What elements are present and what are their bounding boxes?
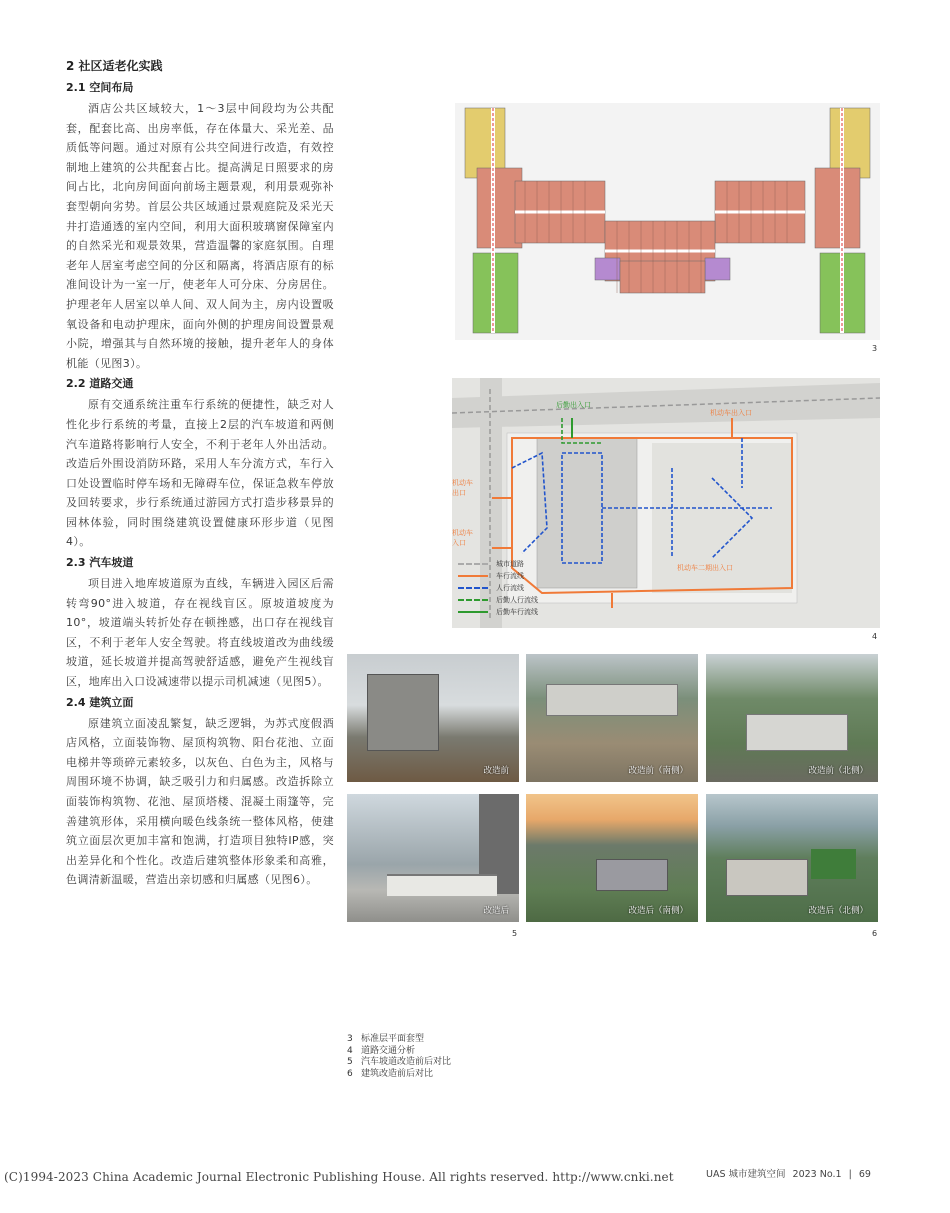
legend-item-rear-vehicle: 后勤车行流线 (458, 606, 538, 618)
figure-captions (347, 1034, 451, 1080)
paragraph-2-4: 原建筑立面凌乱繁复，缺乏逻辑，为苏式度假酒店风格，立面装饰物、屋顶构筑物、阳台花池、立面电梯井等琐碎元素较多，以灰色、白色为主，风格与周围环境不协调，缺乏吸引力和归属感。改造拆除立面装饰构筑物、花池、屋顶塔楼、混凝土雨篷等，完善建筑形体，采用横向暖色线条统一整体风格，使建筑立面层次更加丰富和饱满，打造项目独特IP感，突出差异化和个性化。改造后建筑整体形象柔和高雅，色调清新温暖，营造出亲切感和归属感（见图6）。 (66, 716, 334, 887)
page-number: 69 (858, 1169, 871, 1180)
subsection-title-2-4: 2.4 建筑立面 (66, 695, 134, 709)
label-vehicle-entry: 机动车入口 (452, 529, 473, 547)
photo-5-before (347, 654, 519, 782)
subsection-title-2-1: 2.1 空间布局 (66, 81, 134, 94)
label-6-after-north: 改造后（北侧） (808, 906, 868, 916)
paragraph-2-1: 酒店公共区域较大，1～3层中间段均为公共配套，配套比高、出房率低，存在体量大、采光差、品质低等问题。通过对原有公共空间进行改造，有效控制地上建筑的公共配套占比。提高满足日照要求的房间占比，北向房间面向前场主题景观，利用景观弥补套型朝向劣势。首层公共区域通过景观庭院及采光天井打造通透的室内空间，利用大面积玻璃窗保障室内的自然采光和观景效果，营造温馨的家庭氛围。自理老年人居室考虑空间的分区和隔离，将酒店原有的标准间设计为一室一厅，使老年人可分床、分房居住。护理老年人居室以单人间、双人间为主，房内设置吸氧设备和电动护理床，面向外侧的护理房间设置景观小院，增强其与自然环境的接触，提升老年人的身体机能（见图3）。 (66, 102, 334, 370)
floor-plan-drawing (455, 103, 880, 340)
old-hotel-south (546, 684, 678, 716)
footer-separator: | (848, 1169, 852, 1180)
section-title: 2 社区适老化实践 (66, 59, 163, 73)
traffic-legend (458, 558, 538, 618)
subsection-title-2-2: 2.2 道路交通 (66, 377, 134, 391)
figure-5-number: 5 (512, 929, 518, 938)
caption-5: 5 汽车坡道改造前后对比 (347, 1057, 452, 1067)
subsection-title-2-3: 2.3 汽车坡道 (66, 556, 134, 570)
label-6-before-north: 改造前（北侧） (808, 766, 868, 776)
figure-4-number: 4 (872, 632, 878, 641)
label-vehicle-entry2: 机动车二期出入口 (677, 564, 733, 572)
paragraph-2-3: 项目进入地库坡道原为直线，车辆进入园区后需转弯90°进入坡道，存在视线盲区。原坡道坡度为10°，坡道端头转折处存在顿挫感，出口存在视线盲区，不利于老年人安全驾驶。将直线坡道改为曲线缓坡道，延长坡道并提高驾驶舒适感，避免产生视线盲区，地库出入口设减速带以提示司机减速（见图5）。 (66, 577, 334, 689)
caption-3: 3 标准层平面套型 (347, 1034, 425, 1044)
photo-6-after-north (706, 794, 878, 922)
legend-item-city-road: 城市道路 (458, 558, 538, 570)
old-hotel-north (746, 714, 848, 751)
legend-item-vehicle-route: 车行流线 (458, 570, 538, 582)
old-building (367, 674, 439, 751)
journal-issue: 2023 No.1 (792, 1169, 842, 1180)
figure-4-traffic-map (452, 378, 880, 628)
caption-6: 6 建筑改造前后对比 (347, 1068, 434, 1079)
label-vehicle-entry3: 机动车出入口 (710, 409, 752, 417)
new-hotel-south (596, 859, 668, 891)
curved-ramp (387, 874, 497, 896)
photo-6-before-north (706, 654, 878, 782)
label-5-before: 改造前 (483, 766, 509, 776)
journal-info (702, 1166, 871, 1180)
legend-item-rear-pedestrian: 后勤人行流线 (458, 594, 538, 606)
copyright-line: (C)1994-2023 China Academic Journal Electronic Publishing House. All rights reserved. http://www.cnki.net (4, 1170, 674, 1184)
photo-5-after (347, 794, 519, 922)
text-column (66, 58, 334, 892)
sports-field (811, 849, 856, 879)
figure-6-number: 6 (872, 929, 878, 938)
figure-3-floor-plan (455, 103, 880, 340)
caption-4: 4 道路交通分析 (347, 1045, 416, 1056)
photo-6-after-south (526, 794, 698, 922)
photo-6-before-south (526, 654, 698, 782)
new-hotel-north (726, 859, 808, 896)
legend-item-pedestrian-route: 人行流线 (458, 582, 538, 594)
journal-name: UAS 城市建筑空间 (706, 1169, 786, 1180)
label-vehicle-exit: 机动车出口 (452, 479, 473, 497)
label-6-after-south: 改造后（南侧） (628, 906, 688, 916)
figure-3-number: 3 (872, 344, 878, 353)
paragraph-2-2: 原有交通系统注重车行系统的便捷性，缺乏对人性化步行系统的考量，直接上2层的汽车坡道和两侧汽车道路将影响行人安全，不利于老年人外出活动。改造后外围设消防环路，采用人车分流方式，车行入口处设置临时停车场和无障碍车位，保证急救车停放及回转要求，步行系统通过游园方式打造步移景异的园林体验，同时围绕建筑设置健康环形步道（见图4）。 (66, 398, 334, 549)
label-rear-gate: 后勤出入口 (556, 401, 591, 409)
label-5-after: 改造后 (483, 906, 509, 916)
label-6-before-south: 改造前（南侧） (628, 766, 688, 776)
